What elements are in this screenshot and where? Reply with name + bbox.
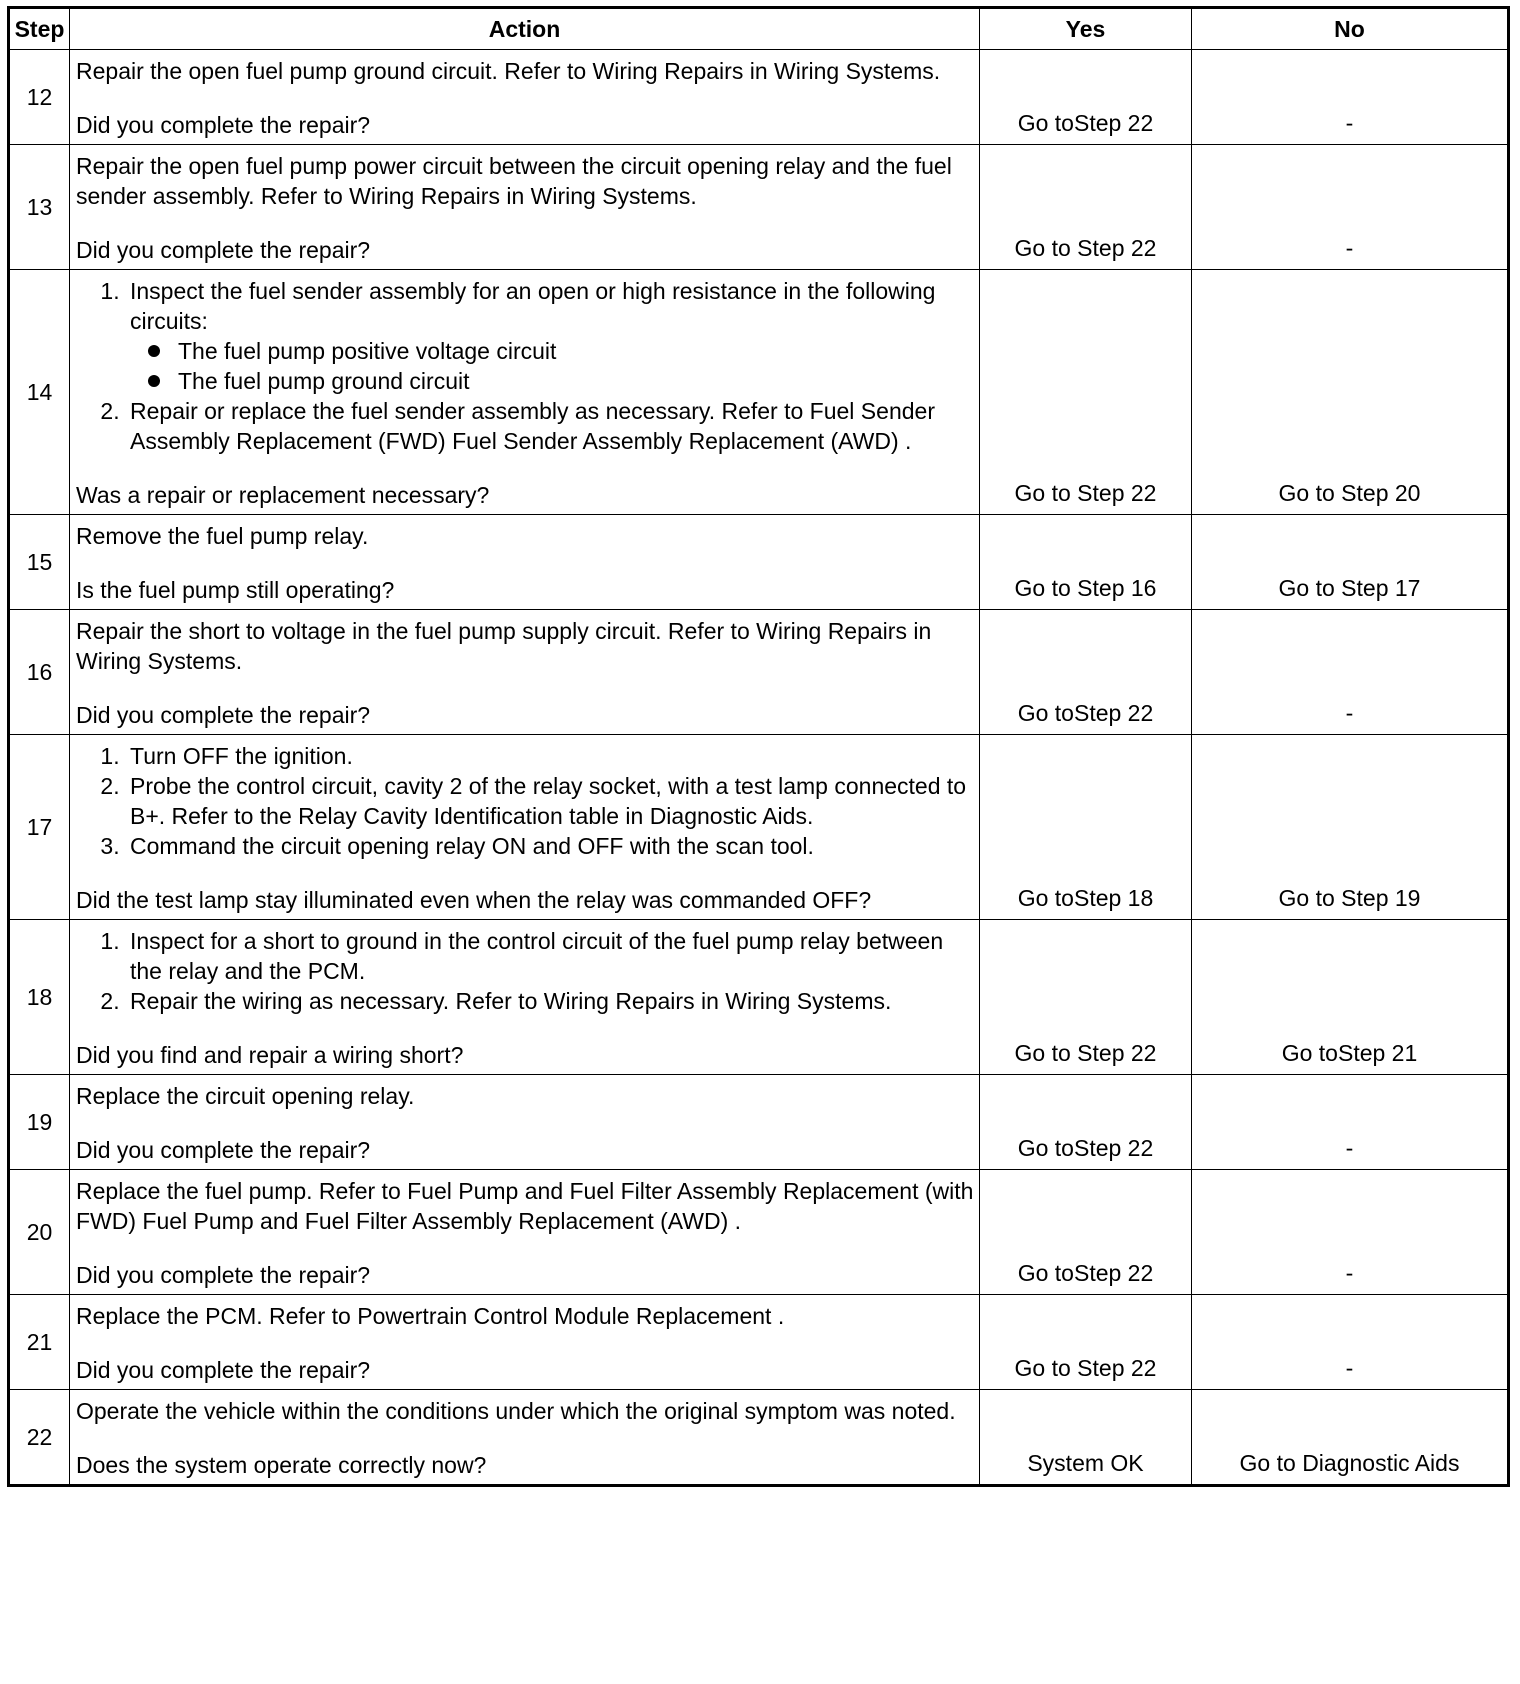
action-text: Remove the fuel pump relay. (76, 523, 369, 549)
step-number: 12 (9, 50, 70, 145)
no-result: Go toStep 21 (1192, 920, 1509, 1075)
action-steps-list (76, 276, 975, 456)
action-cell (70, 610, 980, 735)
action-text: Operate the vehicle within the conditions under which the original symptom was noted. (76, 1398, 956, 1424)
action-cell (70, 920, 980, 1075)
no-result: Go to Step 20 (1192, 270, 1509, 515)
action-cell (70, 1295, 980, 1390)
action-steps-list (76, 741, 975, 861)
yes-result: Go toStep 22 (980, 1075, 1192, 1170)
step-number: 21 (9, 1295, 70, 1390)
action-text: Replace the fuel pump. Refer to Fuel Pump and Fuel Filter Assembly Replacement (with FWD) Fuel Pump and Fuel Filter Assembly Replacement (AWD) . (76, 1178, 974, 1234)
step-number: 19 (9, 1075, 70, 1170)
no-result: Go to Step 17 (1192, 515, 1509, 610)
action-step-item (126, 771, 975, 831)
action-step-text: Repair or replace the fuel sender assembly as necessary. Refer to Fuel Sender Assembly Replacement (FWD) Fuel Sender Assembly Replacement (AWD) . (130, 398, 935, 454)
action-question: Is the fuel pump still operating? (76, 577, 395, 603)
step-number: 14 (9, 270, 70, 515)
action-question: Did you find and repair a wiring short? (76, 1042, 464, 1068)
action-text: Replace the PCM. Refer to Powertrain Control Module Replacement . (76, 1303, 785, 1329)
yes-result: Go to Step 22 (980, 920, 1192, 1075)
action-question: Did you complete the repair? (76, 1357, 371, 1383)
diagnostic-table-container (7, 6, 1507, 1487)
action-question: Did you complete the repair? (76, 237, 371, 263)
header-yes: Yes (980, 8, 1192, 50)
action-question: Did the test lamp stay illuminated even when the relay was commanded OFF? (76, 887, 872, 913)
table-row (9, 50, 1509, 145)
action-cell (70, 50, 980, 145)
diagnostic-table (7, 6, 1510, 1487)
yes-result: Go toStep 22 (980, 610, 1192, 735)
table-row (9, 1075, 1509, 1170)
action-cell (70, 270, 980, 515)
no-result: - (1192, 50, 1509, 145)
action-text: Repair the open fuel pump power circuit between the circuit opening relay and the fuel sender assembly. Refer to Wiring Repairs in Wiring Systems. (76, 153, 952, 209)
action-question: Did you complete the repair? (76, 112, 371, 138)
no-result: Go to Step 19 (1192, 735, 1509, 920)
yes-result: Go toStep 22 (980, 1170, 1192, 1295)
table-row (9, 735, 1509, 920)
step-number: 13 (9, 145, 70, 270)
step-number: 17 (9, 735, 70, 920)
action-step-text: Command the circuit opening relay ON and OFF with the scan tool. (130, 833, 814, 859)
no-result: Go to Diagnostic Aids (1192, 1390, 1509, 1486)
yes-result: Go to Step 22 (980, 145, 1192, 270)
action-step-item (126, 926, 975, 986)
action-question: Did you complete the repair? (76, 702, 371, 728)
action-step-text: Turn OFF the ignition. (130, 743, 353, 769)
action-text: Repair the short to voltage in the fuel pump supply circuit. Refer to Wiring Repairs in Wiring Systems. (76, 618, 932, 674)
header-action: Action (70, 8, 980, 50)
action-cell (70, 1390, 980, 1486)
table-row (9, 1170, 1509, 1295)
action-step-text: Repair the wiring as necessary. Refer to Wiring Repairs in Wiring Systems. (130, 988, 892, 1014)
no-result: - (1192, 1075, 1509, 1170)
bullet-item: The fuel pump ground circuit (178, 366, 975, 396)
yes-result: Go toStep 22 (980, 50, 1192, 145)
no-result: - (1192, 1295, 1509, 1390)
action-cell (70, 1170, 980, 1295)
action-text: Replace the circuit opening relay. (76, 1083, 415, 1109)
no-result: - (1192, 1170, 1509, 1295)
no-result: - (1192, 145, 1509, 270)
step-number: 20 (9, 1170, 70, 1295)
action-step-item (126, 396, 975, 456)
step-number: 16 (9, 610, 70, 735)
table-row (9, 1390, 1509, 1486)
action-question: Did you complete the repair? (76, 1262, 371, 1288)
step-number: 22 (9, 1390, 70, 1486)
action-cell (70, 145, 980, 270)
action-question: Does the system operate correctly now? (76, 1452, 487, 1478)
no-result: - (1192, 610, 1509, 735)
table-row (9, 1295, 1509, 1390)
action-cell (70, 1075, 980, 1170)
yes-result: Go to Step 16 (980, 515, 1192, 610)
action-text: Repair the open fuel pump ground circuit. Refer to Wiring Repairs in Wiring Systems. (76, 58, 941, 84)
action-step-text: Inspect for a short to ground in the control circuit of the fuel pump relay between the relay and the PCM. (130, 928, 944, 984)
action-cell (70, 735, 980, 920)
yes-result: Go to Step 22 (980, 1295, 1192, 1390)
action-step-text: Probe the control circuit, cavity 2 of the relay socket, with a test lamp connected to B+. Refer to the Relay Cavity Identification table in Diagnostic Aids. (130, 773, 967, 829)
action-step-text: Inspect the fuel sender assembly for an open or high resistance in the following circuits: (130, 278, 936, 334)
action-question: Was a repair or replacement necessary? (76, 482, 490, 508)
table-row (9, 920, 1509, 1075)
action-step-item (126, 276, 975, 396)
step-number: 18 (9, 920, 70, 1075)
bullet-item: The fuel pump positive voltage circuit (178, 336, 975, 366)
table-row (9, 145, 1509, 270)
action-step-item (126, 986, 975, 1016)
action-step-item (126, 831, 975, 861)
step-number: 15 (9, 515, 70, 610)
header-step: Step (9, 8, 70, 50)
bullet-list (130, 336, 975, 396)
action-steps-list (76, 926, 975, 1016)
yes-result: Go toStep 18 (980, 735, 1192, 920)
table-row (9, 515, 1509, 610)
action-cell (70, 515, 980, 610)
header-row (9, 8, 1509, 50)
action-question: Did you complete the repair? (76, 1137, 371, 1163)
action-step-item (126, 741, 975, 771)
yes-result: Go to Step 22 (980, 270, 1192, 515)
header-no: No (1192, 8, 1509, 50)
yes-result: System OK (980, 1390, 1192, 1486)
table-row (9, 610, 1509, 735)
table-row (9, 270, 1509, 515)
